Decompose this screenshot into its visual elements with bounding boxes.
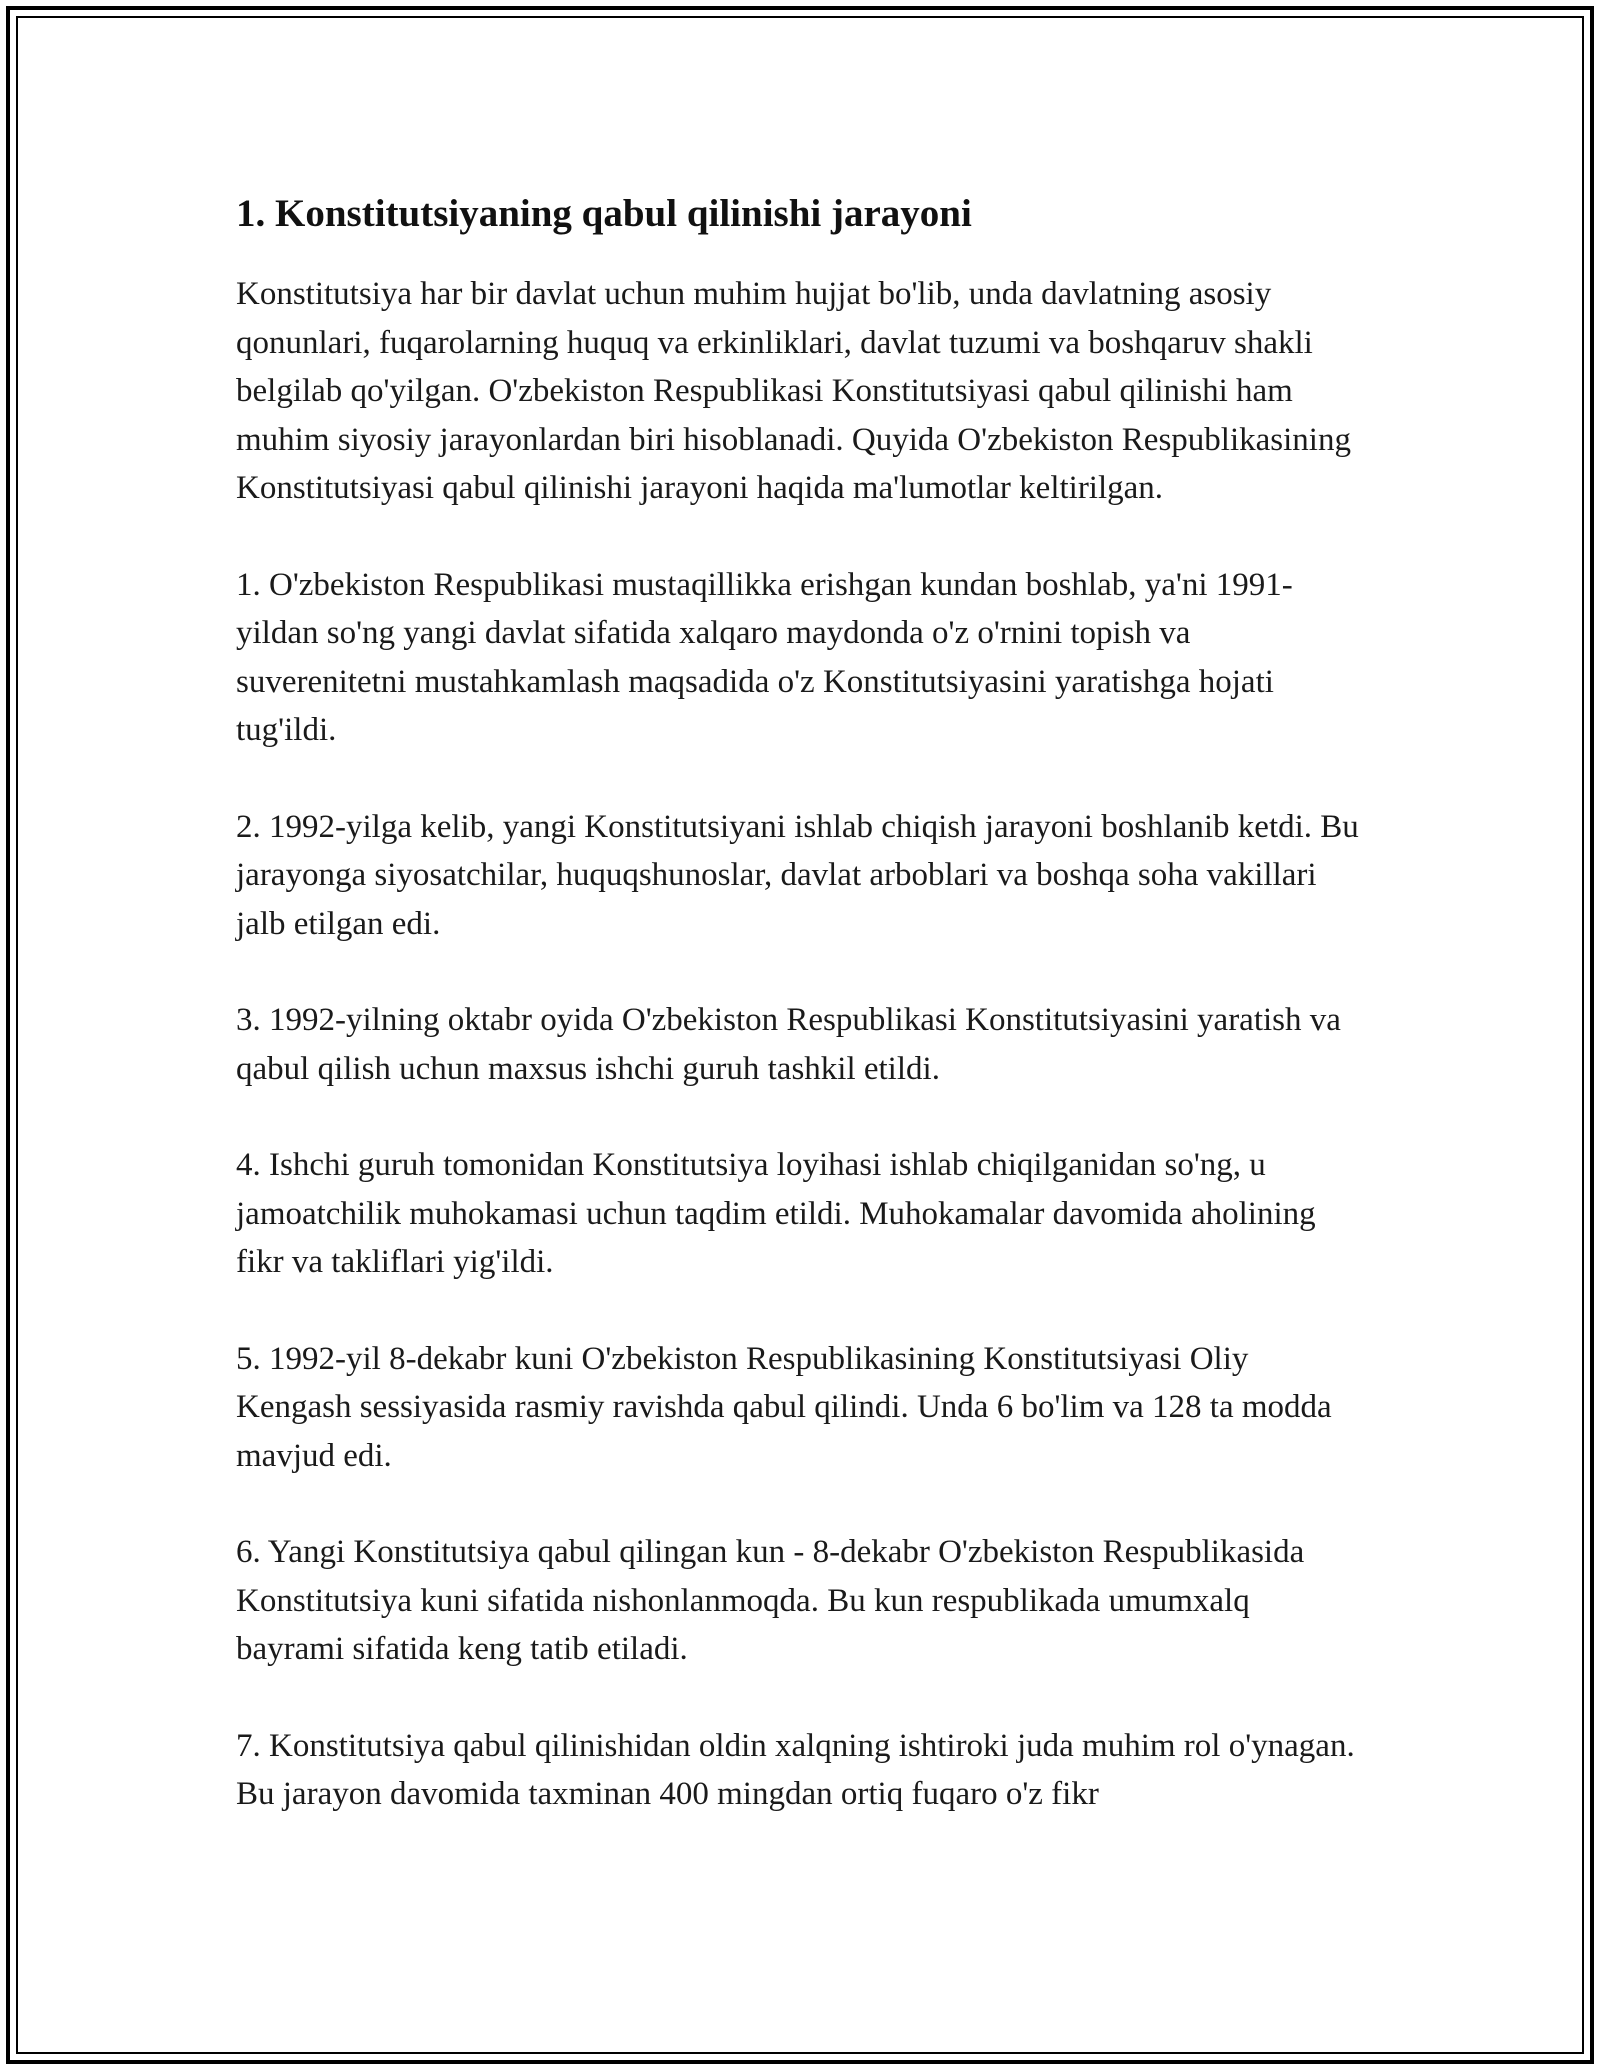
- list-item-3: 3. 1992-yilning oktabr oyida O'zbekiston Respublikasi Konstitutsiyasini yaratish va qabul qilish uchun maxsus ishchi guruh tashkil etildi.: [236, 1002, 1341, 1087]
- list-item-6: 6. Yangi Konstitutsiya qabul qilingan kun - 8-dekabr O'zbekiston Respublikasida Konstitutsiya kuni sifatida nishonlanmoqda. Bu kun respublikada umumxalq bayrami sifatida keng tatib etiladi.: [236, 1534, 1305, 1667]
- document-body: [236, 186, 1366, 1819]
- list-item-2: 2. 1992-yilga kelib, yangi Konstitutsiyani ishlab chiqish jarayoni boshlanib ketdi. Bu jarayonga siyosatchilar, huquqshunoslar, davlat arboblari va boshqa soha vakillari jalb etilgan edi.: [236, 808, 1359, 942]
- document-title: 1. Konstitutsiyaning qabul qilinishi jarayoni: [236, 192, 972, 235]
- intro-paragraph: Konstitutsiya har bir davlat uchun muhim hujjat bo'lib, unda davlatning asosiy qonunlari, fuqarolarning huquq va erkinliklari, davlat tuzumi va boshqaruv shakli belgilab qo'yilgan. O'zbekiston Respublikasi Konstitutsiyasi qabul qilinishi ham muhim siyosiy jarayonlardan biri hisoblanadi. Quyida O'zbekiston Respublikasining Konstitutsiyasi qabul qilinishi jarayoni haqida ma'lumotlar keltirilgan.: [236, 276, 1351, 506]
- list-item-7: 7. Konstitutsiya qabul qilinishidan oldin xalqning ishtiroki juda muhim rol o'ynagan. Bu jarayon davomida taxminan 400 mingdan ortiq fuqaro o'z fikr: [236, 1727, 1355, 1812]
- list-item-4: 4. Ishchi guruh tomonidan Konstitutsiya loyihasi ishlab chiqilganidan so'ng, u jamoatchilik muhokamasi uchun taqdim etildi. Muhokamalar davomida aholining fikr va takliflari yig'ildi.: [236, 1147, 1316, 1280]
- list-item-1: 1. O'zbekiston Respublikasi mustaqillikka erishgan kundan boshlab, ya'ni 1991-yildan so'ng yangi davlat sifatida xalqaro maydonda o'z o'rnini topish va suverenitetni mustahkamlash maqsadida o'z Konstitutsiyasini yaratishga hojati tug'ildi.: [236, 566, 1293, 748]
- list-item-5: 5. 1992-yil 8-dekabr kuni O'zbekiston Respublikasining Konstitutsiyasi Oliy Kengash sessiyasida rasmiy ravishda qabul qilindi. Unda 6 bo'lim va 128 ta modda mavjud edi.: [236, 1340, 1332, 1474]
